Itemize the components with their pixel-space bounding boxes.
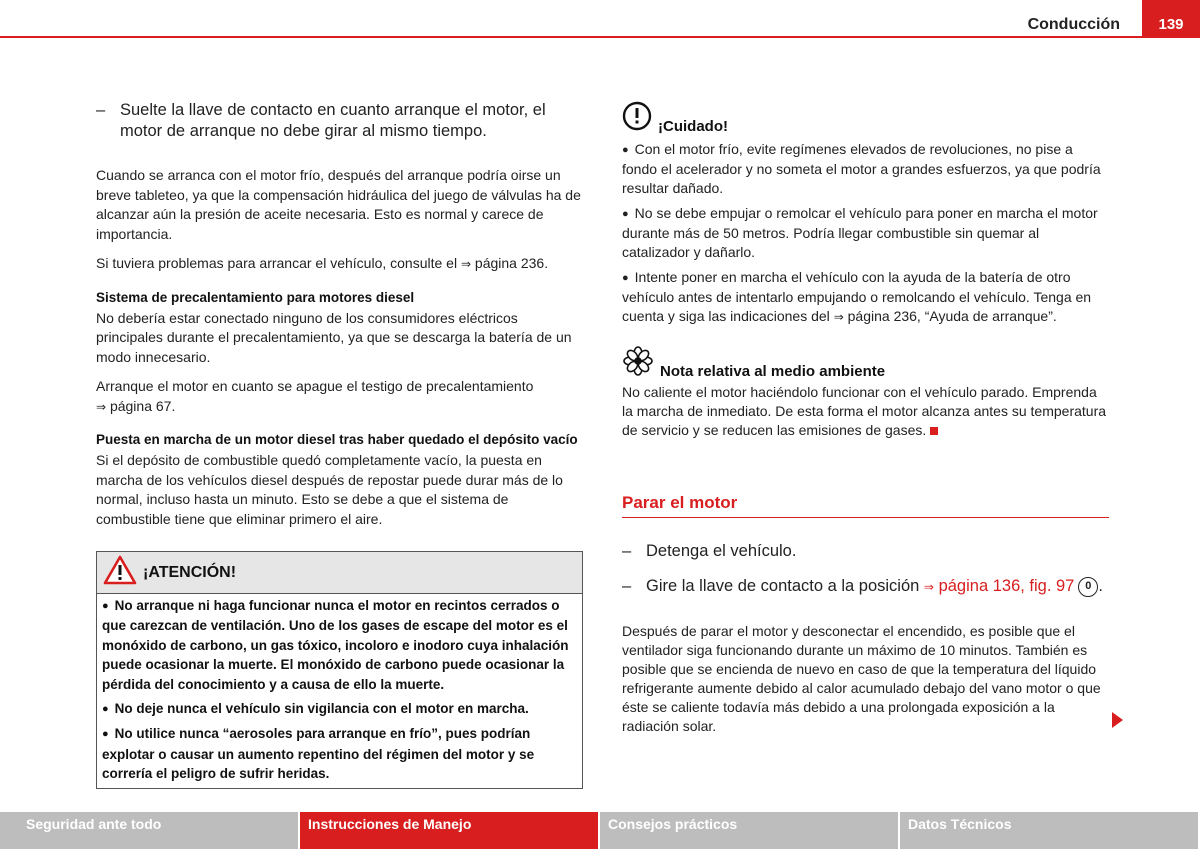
env-note-text: No caliente el motor haciéndolo funcionar con el vehículo parado. Emprenda la marcha de inmediato. De esta forma el motor alcanza antes su temperatura de servicio y se reducen las emisiones de gases. <box>622 384 1107 438</box>
left-column <box>96 100 583 789</box>
bullet-icon: ● <box>102 600 109 612</box>
paragraph-text: Si tuviera problemas para arrancar el vehículo, consulte el <box>96 255 458 271</box>
tab-consejos[interactable]: Consejos prácticos <box>600 812 898 849</box>
subheading-empty-tank: Puesta en marcha de un motor diesel tras haber quedado el depósito vacío <box>96 432 578 447</box>
paragraph-preheating: No debería estar conectado ninguno de los consumidores eléctricos principales durante el precalentamiento, ya que se descarga la batería de un modo innecesario. <box>96 309 572 365</box>
paragraph-empty-tank: Si el depósito de combustible quedó completamente vacío, la puesta en marcha de los vehículos diesel después de repostar puede durar más de lo normal, incluso hasta un minuto. Esto se debe a que el sistema de combustible tiene que eliminar primero el aire. <box>96 452 563 527</box>
tab-datos[interactable]: Datos Técnicos <box>900 812 1198 849</box>
step-text: Detenga el vehículo. <box>646 542 797 560</box>
warning-box <box>96 551 583 789</box>
step-text: Gire la llave de contacto a la posición <box>646 577 920 595</box>
arrow-right-icon: ⇒ <box>460 257 472 271</box>
arrow-right-icon: ⇒ <box>96 399 107 414</box>
bullet-icon: ● <box>102 703 109 716</box>
warning-item: ● No deje nunca el vehículo sin vigilancia con el motor en marcha. <box>102 701 529 717</box>
instruction-step: – Gire la llave de contacto a la posición ⇒ página 136, fig. 97 0 . <box>622 577 1103 595</box>
instruction-step <box>622 541 1109 562</box>
warning-item: ● No utilice nunca “aerosoles para arranque en frío”, pues podrían explotar o causar un aumento repentino del régimen del motor y se correría el peligro de sufrir heridas. <box>102 726 535 782</box>
paragraph-cold-start: Cuando se arranca con el motor frío, después del arranque podría oirse un breve tableteo, ya que la compensación hidráulica del juego de válvulas ha de alcanzar aún la presión de aceite necesaria. Esto es normal y carece de importancia. <box>96 167 581 242</box>
step-text: Suelte la llave de contacto en cuanto arranque el motor, el motor de arranque no debe girar al mismo tiempo. <box>120 101 546 140</box>
tab-seguridad[interactable]: Seguridad ante todo <box>0 812 298 849</box>
bullet-icon: ● <box>622 144 629 156</box>
page-number: 139 <box>1142 0 1200 38</box>
paragraph-start-problems <box>96 254 583 275</box>
step-dash: – <box>96 101 106 119</box>
step-dash: – <box>622 542 632 560</box>
bullet-icon: ● <box>622 272 629 284</box>
header-rule <box>0 36 1142 38</box>
chapter-title: Conducción <box>1027 16 1120 33</box>
env-note-header <box>622 349 1109 381</box>
footer-nav <box>0 812 1200 849</box>
bullet-icon: ● <box>102 728 109 741</box>
warning-title: ¡ATENCIÓN! <box>143 563 237 581</box>
caution-item: ● Intente poner en marcha el vehículo con la ayuda de la batería de otro vehículo antes de intentarlo empujando o remolcando el vehículo. Tenga en cuenta y siga las indicaciones del ⇒ página 236, “Ayuda de arranque”. <box>622 269 1092 324</box>
position-badge: 0 <box>1078 577 1098 597</box>
instruction-step <box>96 100 583 142</box>
arrow-right-icon: ⇒ <box>833 310 844 324</box>
warning-item: ● No arranque ni haga funcionar nunca el motor en recintos cerrados o que carezcan de ventilación. Uno de los gases de escape del motor es el monóxido de carbono, un gas tóxico, incoloro e inodoro cuya inhalación puede ocasionar la muerte. El monóxido de carbono puede ocasionar la pérdida del conocimiento y a causa de ello la muerte. <box>102 598 569 692</box>
page-reference: página 236, “Ayuda de arranque”. <box>847 308 1057 324</box>
next-page-arrow-icon <box>1112 712 1123 728</box>
caution-item: ● No se debe empujar o remolcar el vehículo para poner en marcha el motor durante más de 50 metros. Podría llegar combustible sin quemar al catalizador y dañarlo. <box>622 205 1098 260</box>
right-column <box>622 104 1109 736</box>
section-title-stop-engine: Parar el motor <box>622 493 1109 518</box>
warning-header <box>97 552 582 594</box>
bullet-icon: ● <box>622 208 629 220</box>
warning-body <box>97 594 582 788</box>
caution-item: ● Con el motor frío, evite regímenes elevados de revoluciones, no pise a fondo el acelerador y no someta el motor a grandes esfuerzos, ya que podría resultar dañado. <box>622 141 1101 196</box>
caution-title: ¡Cuidado! <box>658 118 728 135</box>
page-reference: página 236. <box>474 255 549 271</box>
exclamation-circle-icon <box>622 101 652 136</box>
paragraph-glow-light <box>96 377 583 417</box>
subheading-preheating: Sistema de precalentamiento para motores diesel <box>96 289 415 305</box>
step-dash: – <box>622 577 632 595</box>
env-note-title: Nota relativa al medio ambiente <box>660 363 886 380</box>
caution-header <box>622 104 1109 136</box>
page-reference-link[interactable]: ⇒ página 136, fig. 97 <box>923 577 1075 595</box>
warning-triangle-icon <box>103 555 137 590</box>
flower-icon <box>622 346 654 381</box>
paragraph-text: Arranque el motor en cuanto se apague el testigo de precalentamiento <box>96 378 534 394</box>
tab-instrucciones[interactable]: Instrucciones de Manejo <box>300 812 598 849</box>
end-of-section-icon <box>930 427 938 435</box>
arrow-right-icon: ⇒ <box>923 580 934 594</box>
paragraph-fan: Después de parar el motor y desconectar el encendido, es posible que el ventilador siga funcionando durante un máximo de 10 minutos. También es posible que se encienda de nuevo en caso de que la temperatura del líquido refrigerante aumente debido al calor acumulado debajo del vano motor o que éste se caliente todavía más debido a una prolongada exposición a la radiación solar. <box>622 623 1101 734</box>
page-reference: página 67. <box>109 397 176 414</box>
